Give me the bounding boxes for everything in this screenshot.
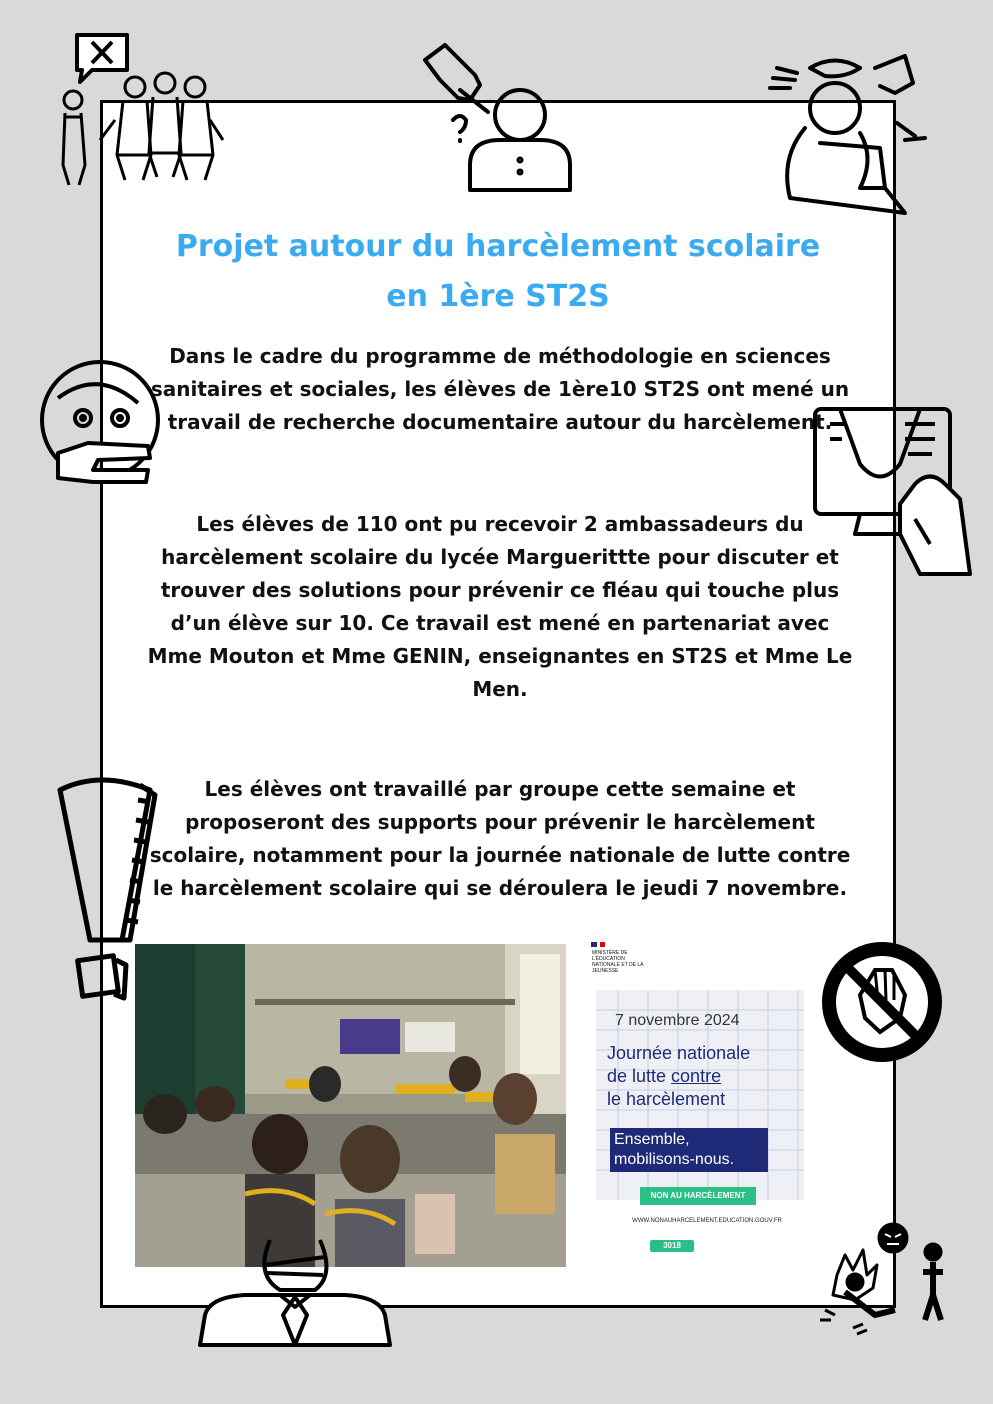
bullied-group-icon [55, 65, 230, 190]
poster-slogan: Ensemble, mobilisons-nous. [610, 1128, 768, 1172]
page-title [100, 222, 896, 322]
paragraph-intro: Dans le cadre du programme de méthodologie en sciences sanitaires et sociales, les élèves de 1ère10 ST2S ont mené un travail de recherche documentaire autour du harcèlement. [150, 344, 850, 434]
paragraph-ambassadors: Les élèves de 110 ont pu recevoir 2 ambassadeurs du harcèlement scolaire du lycée Marguerittte pour discuter et trouver des solutions pour prévenir ce fléau qui touche plus d’un élève sur 10. Ce travail est mené en partenariat avec Mme Mouton et Mme GENIN, enseignantes en ST2S et Mme Le Men. [147, 512, 853, 701]
pointing-hand-person-icon [420, 40, 580, 195]
poster-title-b: de lutte [607, 1066, 672, 1086]
exclamation-icon [50, 770, 160, 1005]
poster-hotline-badge: 3018 [650, 1240, 694, 1252]
poster-title-c: le harcèlement [607, 1089, 726, 1109]
silenced-person-icon [195, 1235, 395, 1350]
classroom-photo [135, 944, 566, 1267]
bullying-scene-icon [815, 1220, 950, 1340]
computer-harassment-icon [810, 404, 975, 579]
poster-date: 7 novembre 2024 [615, 1012, 740, 1029]
no-hand-icon [820, 940, 945, 1065]
sad-sitting-person-icon [765, 48, 940, 223]
poster-ministry: MINISTÈRE DE L'ÉDUCATION NATIONALE ET DE LA JEUNESSE [592, 950, 644, 974]
poster-title-a: Journée nationale [607, 1043, 751, 1063]
shocked-face-icon [38, 358, 173, 488]
paragraph-groups: Les élèves ont travaillé par groupe cette semaine et proposeront des supports pour prévenir le harcèlement scolaire, notamment pour la journée nationale de lutte contre le harcèlement scolaire qui se déroulera le jeudi 7 novembre. [149, 777, 851, 900]
title-line-2: en 1ère ST2S [386, 279, 610, 314]
poster-title-b-underlined: contre [671, 1066, 722, 1086]
title-line-1: Projet autour du harcèlement scolaire [175, 229, 821, 264]
poster-title [607, 1042, 797, 1111]
poster-button: NON AU HARCÈLEMENT [640, 1187, 756, 1205]
poster-url: WWW.NONAUHARCELEMENT.EDUCATION.GOUV.FR [632, 1218, 782, 1224]
